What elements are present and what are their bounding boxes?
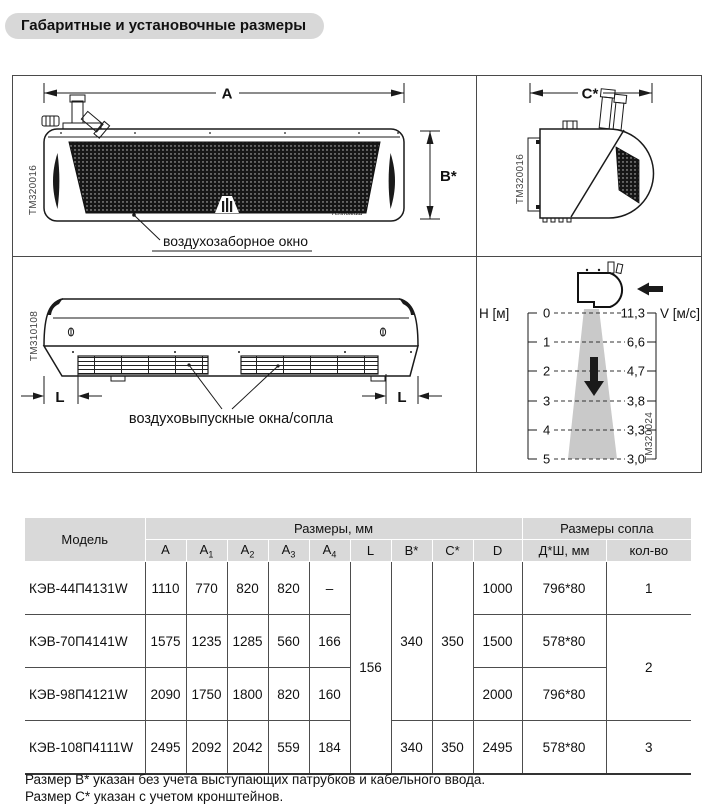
cell-a3: 559 xyxy=(268,721,309,775)
page-title: Габаритные и установочные размеры xyxy=(5,13,324,39)
dimension-l-left xyxy=(21,374,102,406)
model-cell: КЭВ-44П4131W xyxy=(25,562,145,615)
cell-a: 1110 xyxy=(145,562,186,615)
col-header-l: L xyxy=(350,540,391,562)
outlet-grille-right xyxy=(241,356,378,374)
cell-a3: 560 xyxy=(268,615,309,668)
outlet-callout-text: воздуховыпускные окна/сопла xyxy=(128,411,334,427)
dimension-l-right xyxy=(362,374,442,406)
table-row xyxy=(25,562,691,615)
cell-qty-merged: 2 xyxy=(606,615,691,721)
cell-a4: 184 xyxy=(309,721,350,775)
cell-d: 2000 xyxy=(473,668,522,721)
footnote-b: Размер B* указан без учета выступающих патрубков и кабельного ввода. xyxy=(25,772,486,787)
dimension-a xyxy=(44,83,404,103)
right-corner-slot xyxy=(399,298,414,315)
model-cell: КЭВ-108П4111W xyxy=(25,721,145,775)
h-tick: 4 xyxy=(543,422,551,438)
header-row-groups xyxy=(25,518,691,540)
doc-code-front: TM320016 xyxy=(28,164,39,216)
dimensions-table xyxy=(25,517,691,775)
cell-c: 350 xyxy=(432,721,473,775)
footnote-c: Размер C* указан с учетом кронштейнов. xyxy=(25,789,284,804)
cell-a1: 2092 xyxy=(186,721,227,775)
unit-body-bottom xyxy=(44,298,418,381)
side-pipes xyxy=(597,89,627,131)
doc-code-diagram: TM320024 xyxy=(644,411,655,463)
doc-code-side: TM320016 xyxy=(515,153,526,205)
cell-a2: 1800 xyxy=(227,668,268,721)
v-tick: 4,7 xyxy=(626,363,645,379)
h-tick: 2 xyxy=(543,363,551,379)
col-header-c: C* xyxy=(432,540,473,562)
dimension-c xyxy=(530,83,652,103)
col-header-a1: $A_1$ xyxy=(186,540,227,562)
footnotes xyxy=(25,771,485,805)
h-tick: 1 xyxy=(543,334,551,350)
doc-code-bottom: TM310108 xyxy=(29,310,40,362)
h-tick: 3 xyxy=(543,393,551,409)
intake-callout-text: воздухозаборное окно xyxy=(163,233,309,249)
col-group-nozzle: Размеры сопла xyxy=(522,518,691,540)
col-header-a3: $A_3$ xyxy=(268,540,309,562)
v-tick: 3,8 xyxy=(626,393,645,409)
cell-nozzle: 578*80 xyxy=(522,615,606,668)
left-end-slot xyxy=(53,153,59,209)
col-header-nozzle-qty: кол-во xyxy=(606,540,691,562)
side-view-drawing xyxy=(477,76,701,256)
model-cell: КЭВ-70П4141W xyxy=(25,615,145,668)
dim-b-label: B* xyxy=(440,168,457,185)
v-tick: 3,0 xyxy=(626,451,645,467)
airflow-velocity-diagram xyxy=(477,257,701,471)
cell-a4: 166 xyxy=(309,615,350,668)
brand-logo-text: Тепломаш xyxy=(331,210,363,217)
front-view-drawing xyxy=(13,76,476,256)
col-header-b: B* xyxy=(391,540,432,562)
model-cell: КЭВ-98П4121W xyxy=(25,668,145,721)
col-header-a2: $A_2$ xyxy=(227,540,268,562)
cell-a1: 770 xyxy=(186,562,227,615)
dim-l-right-label: L xyxy=(397,389,407,406)
cell-a4: – xyxy=(309,562,350,615)
col-group-dimensions: Размеры, мм xyxy=(145,518,522,540)
cell-c-merged: 350 xyxy=(432,562,473,721)
cell-a3: 820 xyxy=(268,562,309,615)
bottom-view-drawing xyxy=(13,257,476,471)
col-header-nozzle-size: Д*Ш, мм xyxy=(522,540,606,562)
cell-d: 1500 xyxy=(473,615,522,668)
h-tick: 5 xyxy=(543,451,551,467)
cell-qty: 3 xyxy=(606,721,691,775)
h-tick: 0 xyxy=(543,305,551,321)
water-pipes xyxy=(42,95,110,138)
cell-nozzle: 578*80 xyxy=(522,721,606,775)
cell-a2: 1285 xyxy=(227,615,268,668)
cell-qty: 1 xyxy=(606,562,691,615)
mounting-bracket xyxy=(528,138,540,211)
cell-a2: 2042 xyxy=(227,721,268,775)
dimension-b xyxy=(420,131,457,219)
v-tick: 3,3 xyxy=(626,422,645,438)
v-axis-label: V [м/с] xyxy=(660,306,701,321)
cell-b: 340 xyxy=(391,721,432,775)
col-header-a4: $A_4$ xyxy=(309,540,350,562)
cell-nozzle: 796*80 xyxy=(522,562,606,615)
unit-silhouette xyxy=(578,262,623,307)
side-grille xyxy=(616,147,639,203)
dim-c-label: C* xyxy=(581,85,599,103)
cell-a1: 1235 xyxy=(186,615,227,668)
col-header-model: Модель xyxy=(25,518,145,562)
cell-a4: 160 xyxy=(309,668,350,721)
v-axis xyxy=(621,306,700,467)
unit-body-front xyxy=(44,129,404,221)
h-axis-label: H [м] xyxy=(479,306,510,321)
v-tick: 11,3 xyxy=(620,305,645,321)
cell-l-merged: 156 xyxy=(350,562,391,775)
cell-a: 1575 xyxy=(145,615,186,668)
cell-a2: 820 xyxy=(227,562,268,615)
col-header-a: A xyxy=(145,540,186,562)
cell-b-merged: 340 xyxy=(391,562,432,721)
left-corner-slot xyxy=(48,298,63,315)
cell-nozzle: 796*80 xyxy=(522,668,606,721)
cell-a: 2090 xyxy=(145,668,186,721)
cell-d: 2495 xyxy=(473,721,522,775)
h-axis xyxy=(479,306,550,467)
intake-callout xyxy=(132,213,312,251)
inlet-arrow-icon xyxy=(637,283,663,296)
drawings-panel xyxy=(12,75,702,473)
dim-l-left-label: L xyxy=(55,389,65,406)
right-end-slot xyxy=(389,153,395,209)
cell-a1: 1750 xyxy=(186,668,227,721)
cell-d: 1000 xyxy=(473,562,522,615)
cell-a: 2495 xyxy=(145,721,186,775)
unit-body-side xyxy=(528,89,654,222)
dim-a-label: A xyxy=(221,85,233,103)
v-tick: 6,6 xyxy=(626,334,645,350)
cell-a3: 820 xyxy=(268,668,309,721)
col-header-d: D xyxy=(473,540,522,562)
